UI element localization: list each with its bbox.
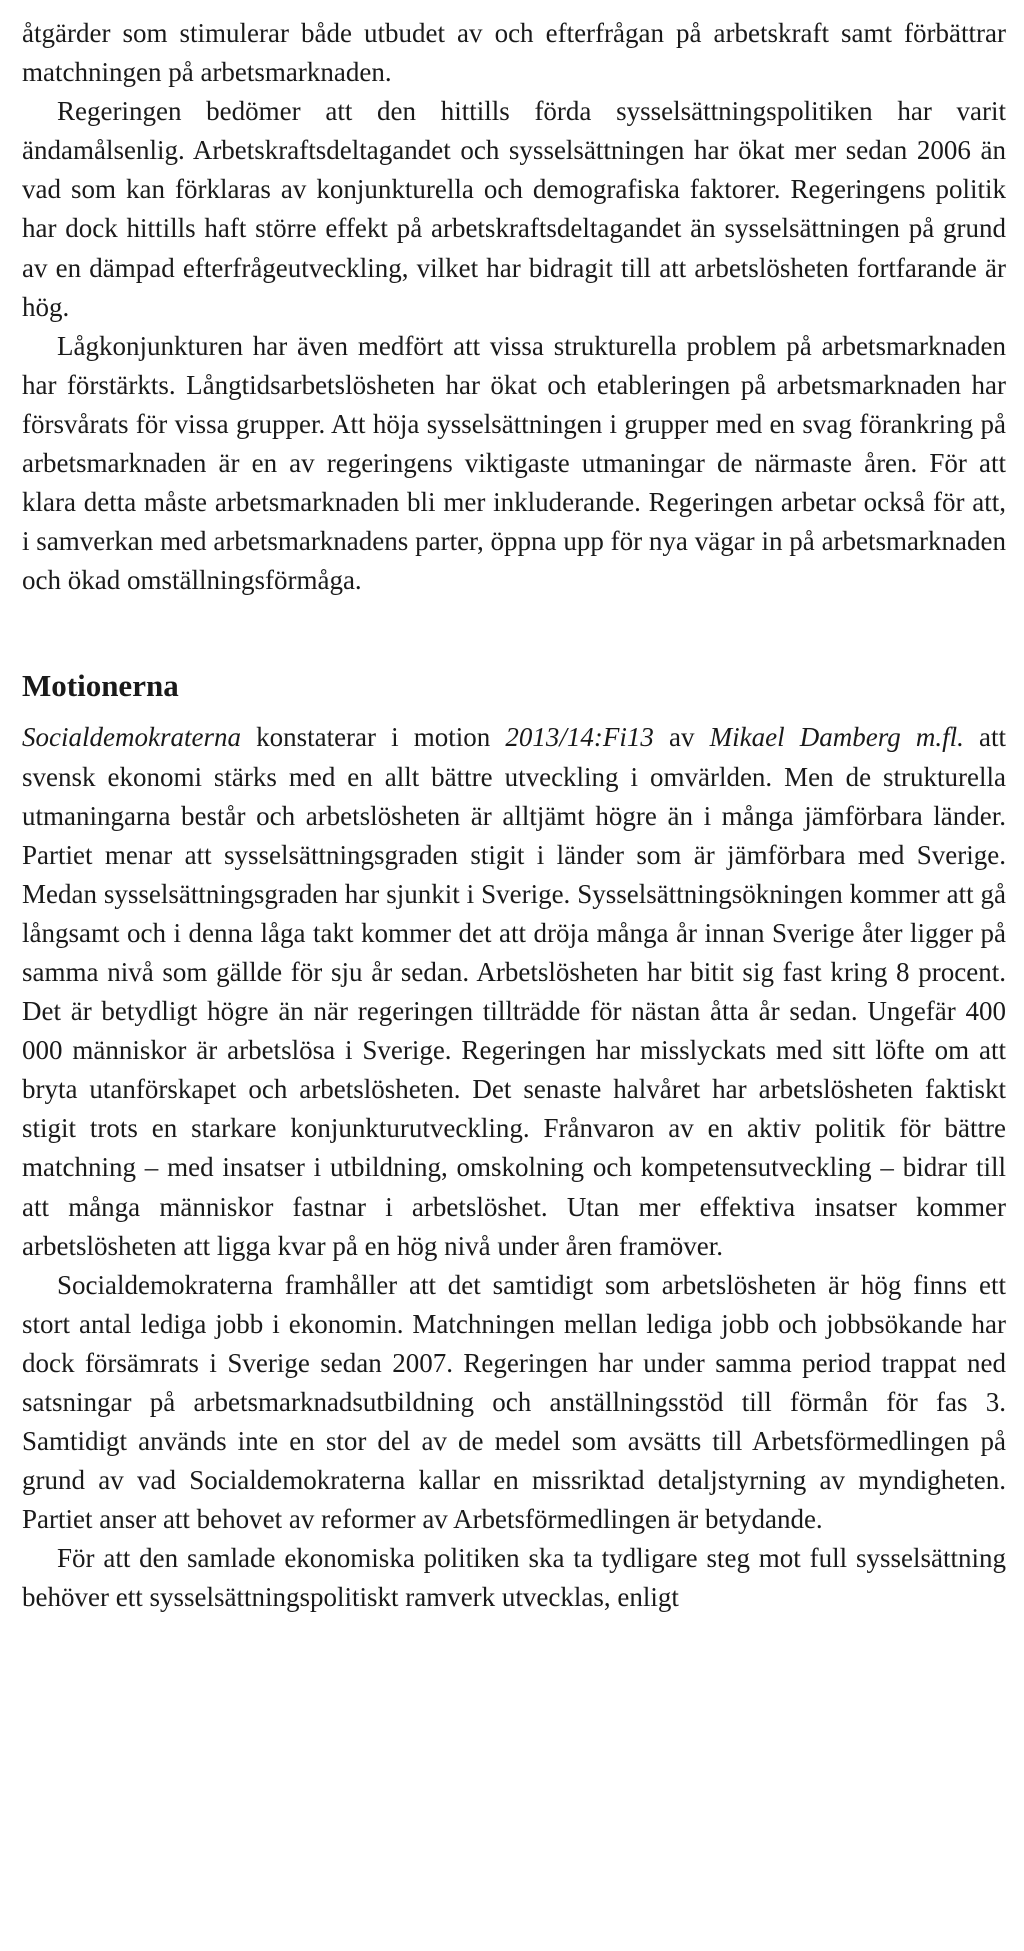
motion-text-a: konstaterar i motion bbox=[240, 722, 506, 753]
document-page bbox=[22, 14, 1006, 1618]
paragraph-motion-summary bbox=[22, 718, 1006, 1265]
paragraph-government-assessment: Regeringen bedömer att den hittills förda sysselsättningspolitiken har varit ändamålsenlig. Arbetskraftsdeltagandet och sysselsättningen har ökat mer sedan 2006 än vad som kan förklaras av konjunkturella och demografiska faktorer. Regeringens politik har dock hittills haft större effekt på arbetskraftsdeltagandet än sysselsättningen på grund av en dämpad efterfrågeutveckling, vilket har bidragit till att arbetslösheten fortfarande är hög. bbox=[22, 96, 1006, 322]
paragraph-recession-structural-problems: Lågkonjunkturen har även medfört att vissa strukturella problem på arbetsmarknaden har förstärkts. Långtidsarbetslösheten har ökat och etableringen på arbetsmarknaden har försvårats för vissa grupper. Att höja sysselsättningen i grupper med en svag förankring på arbetsmarknaden är en av regeringens viktigaste utmaningar de närmaste åren. För att klara detta måste arbetsmarknaden bli mer inkluderande. Regeringen arbetar också för att, i samverkan med arbetsmarknadens parter, öppna upp för nya vägar in på arbetsmarknaden och ökad omställningsförmåga. bbox=[22, 330, 1006, 596]
paragraph-matching-jobs: Socialdemokraterna framhåller att det samtidigt som arbetslösheten är hög finns ett stort antal lediga jobb i ekonomin. Matchningen mellan lediga jobb och jobbsökande har dock försämrats i Sverige sedan 2007. Regeringen har under samma period trappat ned satsningar på arbetsmarknadsutbildning och anställningsstöd till förmån för fas 3. Samtidigt används inte en stor del av de medel som avsätts till Arbetsförmedlingen på grund av vad Socialdemokraterna kallar en missriktad detaljstyrning av myndigheten. Partiet anser att behovet av reformer av Arbetsförmedlingen är betydande. bbox=[22, 1269, 1006, 1535]
party-name: Socialdemokraterna bbox=[22, 722, 241, 753]
motion-id: 2013/14:Fi13 bbox=[505, 722, 654, 753]
heading-spacer bbox=[22, 706, 1006, 718]
paragraph-continuation: åtgärder som stimulerar både utbudet av och efterfrågan på arbetskraft samt förbättrar matchningen på arbetsmarknaden. bbox=[22, 18, 1006, 88]
section-spacer bbox=[22, 600, 1006, 666]
section-heading: Motionerna bbox=[22, 668, 179, 704]
motion-text-c: att svensk ekonomi stärks med en allt bättre utveckling i omvärlden. Men de strukturella utmaningarna består och arbetslösheten är alltjämt högre än i många jämförbara länder. Partiet menar att sysselsättningsgraden stigit i länder som är jämförbara med Sverige. Medan sysselsättningsgraden har sjunkit i Sverige. Sysselsättningsökningen kommer att gå långsamt och i denna låga takt kommer det att dröja många år innan Sverige åter ligger på samma nivå som gällde för sju år sedan. Arbetslösheten har bitit sig fast kring 8 procent. Det är betydligt högre än när regeringen tillträdde för nästan åtta år sedan. Ungefär 400 000 människor är arbetslösa i Sverige. Regeringen har misslyckats med sitt löfte om att bryta utanförskapet och arbetslösheten. Det senaste halvåret har arbetslösheten faktiskt stigit trots en starkare konjunkturutveckling. Frånvaron av en aktiv politik för bättre matchning – med insatser i utbildning, omskolning och kompetensutveckling – bidrar till att många människor fastnar i arbetslöshet. Utan mer effektiva insatser kommer arbetslösheten att ligga kvar på en hög nivå under åren framöver. bbox=[22, 722, 1007, 1261]
motion-author: Mikael Damberg m.fl. bbox=[709, 722, 964, 753]
motion-text-b: av bbox=[653, 722, 710, 753]
paragraph-employment-framework: För att den samlade ekonomiska politiken ska ta tydligare steg mot full sysselsättning behöver ett sysselsättningspolitiskt ramverk utvecklas, enligt bbox=[22, 1543, 1006, 1613]
